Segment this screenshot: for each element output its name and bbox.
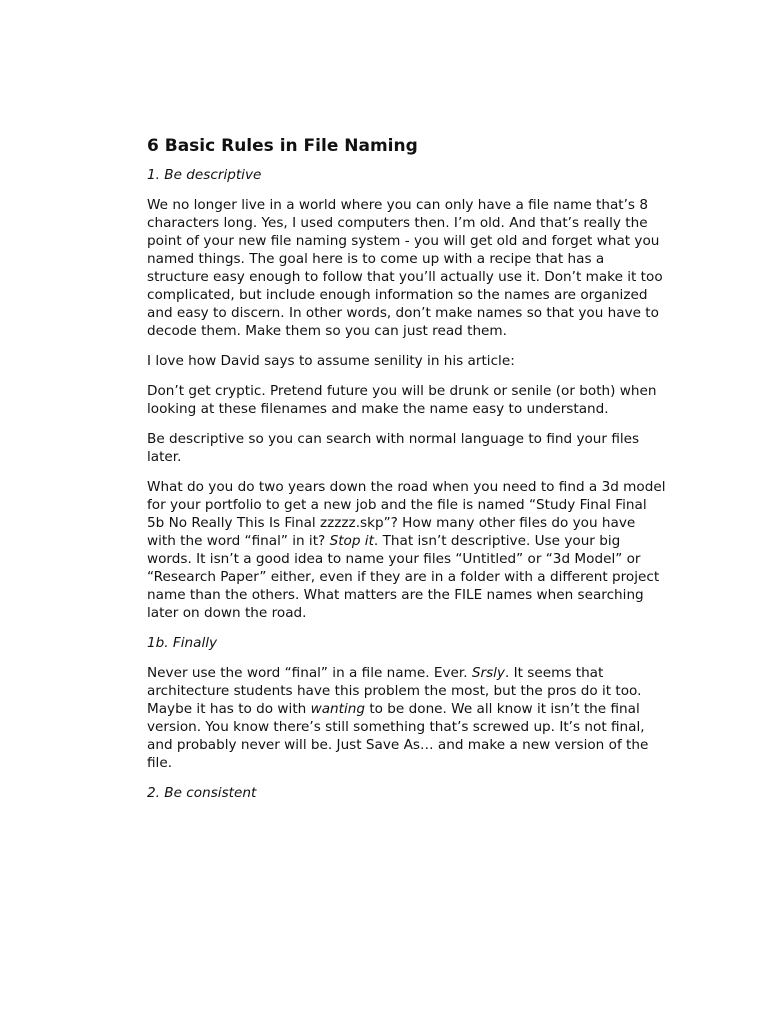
paragraph-search-language: Be descriptive so you can search with normal language to find your files later. xyxy=(147,431,640,465)
section-heading-be-descriptive: 1. Be descriptive xyxy=(147,167,262,183)
text-run: What do you do two years down the road when you need to find a 3d model for your portfolio to get a new job and the file is named “Study Final Final 5b No Really This Is Final zzzzz.skp”? How many other files do you have with the word “final” in it? xyxy=(147,479,666,549)
text-run: to be done. We all know it isn’t the final version. You know there’s still something that’s screwed up. It’s not final, and probably never will be. Just Save As… and make a new version of the file. xyxy=(147,701,649,771)
paragraph-never-final xyxy=(147,664,667,772)
emphasis-stop-it: Stop it xyxy=(329,533,374,549)
paragraph-file-name-history: We no longer live in a world where you can only have a file name that’s 8 characters long. Yes, I used computers then. I’m old. And that’s really the point of your new file naming system - you will get old and forget what you named things. The goal here is to come up with a recipe that has a structure easy enough to follow that you’ll actually use it. Don’t make it too complicated, but include enough information so the names are organized and easy to discern. In other words, don’t make names so that you have to decode them. Make them so you can just read them. xyxy=(147,197,663,339)
text-run: Never use the word “final” in a file name. Ever. xyxy=(147,665,472,681)
text-run: . That isn’t descriptive. Use your big words. It isn’t a good idea to name your files “Untitled” or “3d Model” or “Research Paper” either, even if they are in a folder with a different project name than the others. What matters are the FILE names when searching later on down the road. xyxy=(147,533,660,621)
paragraph-senility-intro: I love how David says to assume senility in his article: xyxy=(147,353,515,369)
section-heading-be-consistent: 2. Be consistent xyxy=(147,785,257,801)
text-run: . It seems that architecture students have this problem the most, but the pros do it too. Maybe it has to do with xyxy=(147,665,642,717)
emphasis-wanting: wanting xyxy=(310,701,366,717)
paragraph-portfolio-example xyxy=(147,478,667,622)
section-heading-finally: 1b. Finally xyxy=(147,635,218,651)
emphasis-srsly: Srsly xyxy=(471,665,505,681)
document-title: 6 Basic Rules in File Naming xyxy=(147,136,418,156)
paragraph-quote-cryptic: Don’t get cryptic. Pretend future you will be drunk or senile (or both) when looking at these filenames and make the name easy to understand. xyxy=(147,383,657,417)
document-body xyxy=(147,134,667,814)
